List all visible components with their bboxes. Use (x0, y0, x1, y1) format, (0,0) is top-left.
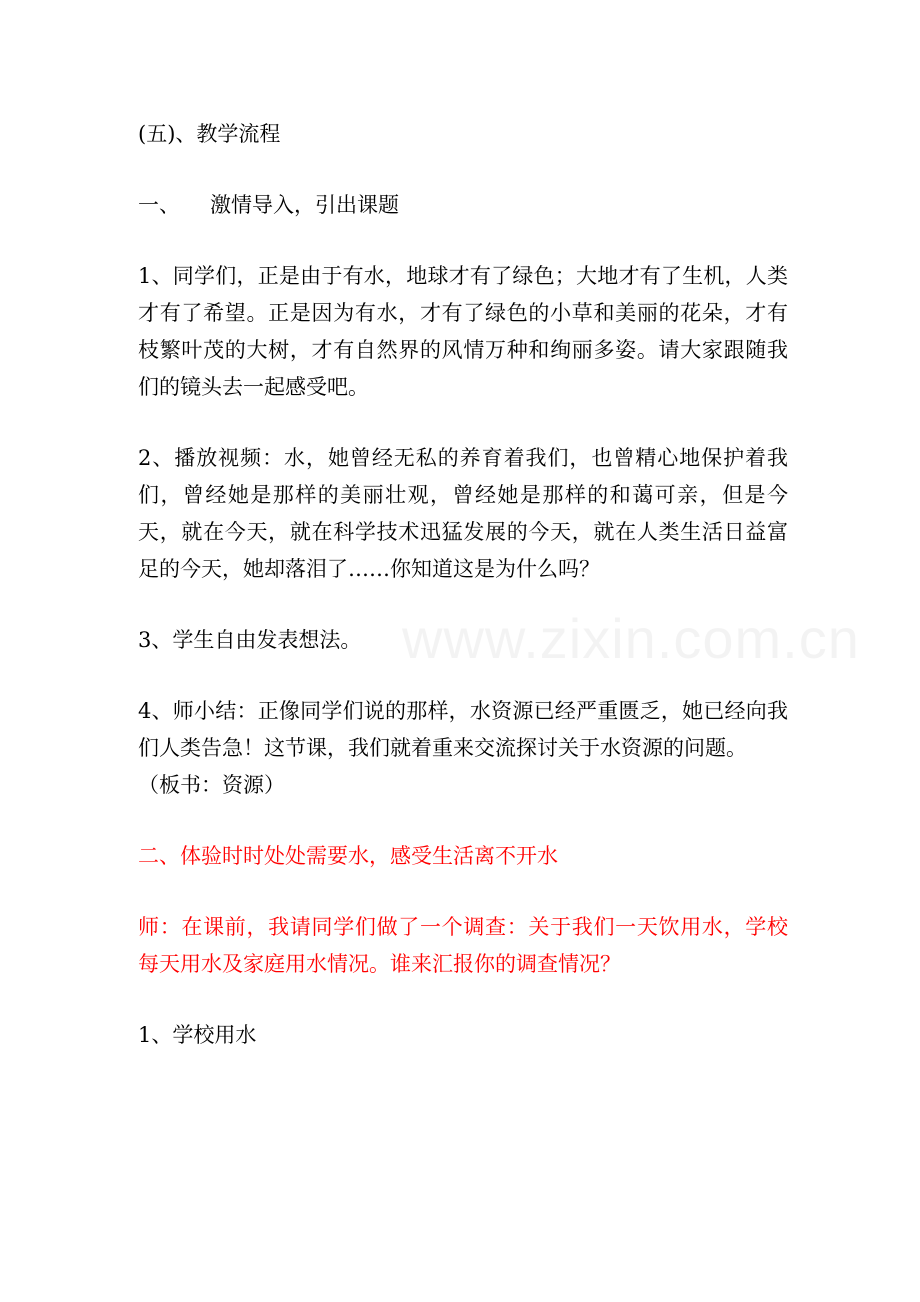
document-body (138, 116, 788, 1054)
part2-heading: 二、体验时时处处需要水，感受生活离不开水 (138, 844, 558, 868)
summary-text: 4、师小结：正像同学们说的那样，水资源已经严重匮乏，她已经向我们人类告急！这节课，我们就着重来交流探讨关于水资源的问题。 (138, 699, 788, 760)
paragraph-video: 2、播放视频：水，她曾经无私的养育着我们，也曾精心地保护着我们，曾经她是那样的美丽壮观，曾经她是那样的和蔼可亲，但是今天，就在今天，就在科学技术迅猛发展的今天，就在人类生活日益富足的今天，她却落泪了……你知道这是为什么吗？ (138, 446, 788, 581)
paragraph-summary (138, 693, 788, 804)
paragraph-student-ideas: 3、学生自由发表想法。 (138, 628, 362, 652)
teacher-prompt: 师：在课前，我请同学们做了一个调查：关于我们一天饮用水，学校每天用水及家庭用水情况。谁来汇报你的调查情况？ (138, 915, 788, 976)
paragraph-intro-1: 1、同学们，正是由于有水，地球才有了绿色；大地才有了生机，人类才有了希望。正是因为有水，才有了绿色的小草和美丽的花朵，才有枝繁叶茂的大树，才有自然界的风情万种和绚丽多姿。请大家跟随我们的镜头去一起感受吧。 (138, 264, 788, 399)
blackboard-note: （板书：资源） (138, 773, 285, 797)
part1-heading (138, 187, 788, 224)
part1-heading-text: 激情导入，引出课题 (210, 193, 399, 217)
section-title: (五)、教学流程 (138, 122, 281, 146)
part1-heading-number: 一、 (138, 193, 180, 217)
item-school-water: 1、学校用水 (138, 1023, 257, 1047)
